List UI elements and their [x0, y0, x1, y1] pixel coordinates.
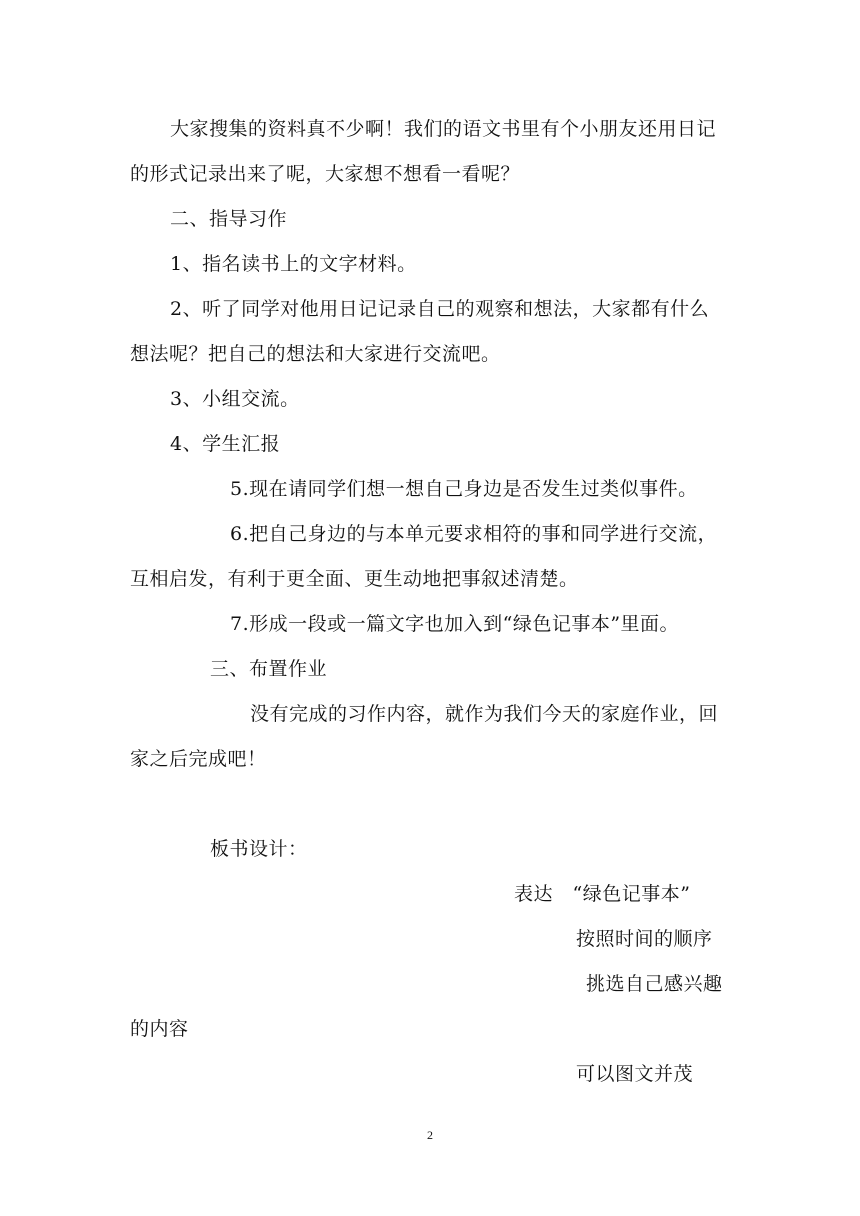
list-item: 5.现在请同学们想一想自己身边是否发生过类似事件。: [230, 478, 698, 500]
board-line: 按照时间的顺序: [576, 928, 713, 950]
board-line: 挑选自己感兴趣: [586, 973, 723, 995]
paragraph-line: 的形式记录出来了呢，大家想不想看一看呢？: [130, 163, 521, 185]
board-design-heading: 板书设计：: [210, 838, 308, 860]
paragraph-line: 想法呢？把自己的想法和大家进行交流吧。: [130, 343, 501, 365]
section-heading: 三、布置作业: [210, 658, 328, 680]
board-line: 的内容: [130, 1018, 189, 1040]
list-item: 3、小组交流。: [170, 388, 300, 410]
paragraph-line: 大家搜集的资料真不少啊！我们的语文书里有个小朋友还用日记: [170, 118, 717, 140]
list-item: 4、学生汇报: [170, 433, 281, 455]
list-item: 1、指名读书上的文字材料。: [170, 253, 417, 275]
board-line: 可以图文并茂: [576, 1063, 694, 1085]
board-line: 表达 “绿色记事本”: [514, 883, 691, 905]
list-item: 6.把自己身边的与本单元要求相符的事和同学进行交流，: [230, 523, 718, 545]
list-item: 2、听了同学对他用日记记录自己的观察和想法，大家都有什么: [170, 298, 710, 320]
paragraph-line: 家之后完成吧！: [130, 748, 267, 770]
list-item: 7.形成一段或一篇文字也加入到“绿色记事本”里面。: [230, 613, 680, 635]
paragraph-line: 没有完成的习作内容，就作为我们今天的家庭作业，回: [250, 703, 719, 725]
paragraph-line: 互相启发，有利于更全面、更生动地把事叙述清楚。: [130, 568, 579, 590]
section-heading: 二、指导习作: [170, 208, 288, 230]
page-number: 2: [427, 1128, 433, 1142]
